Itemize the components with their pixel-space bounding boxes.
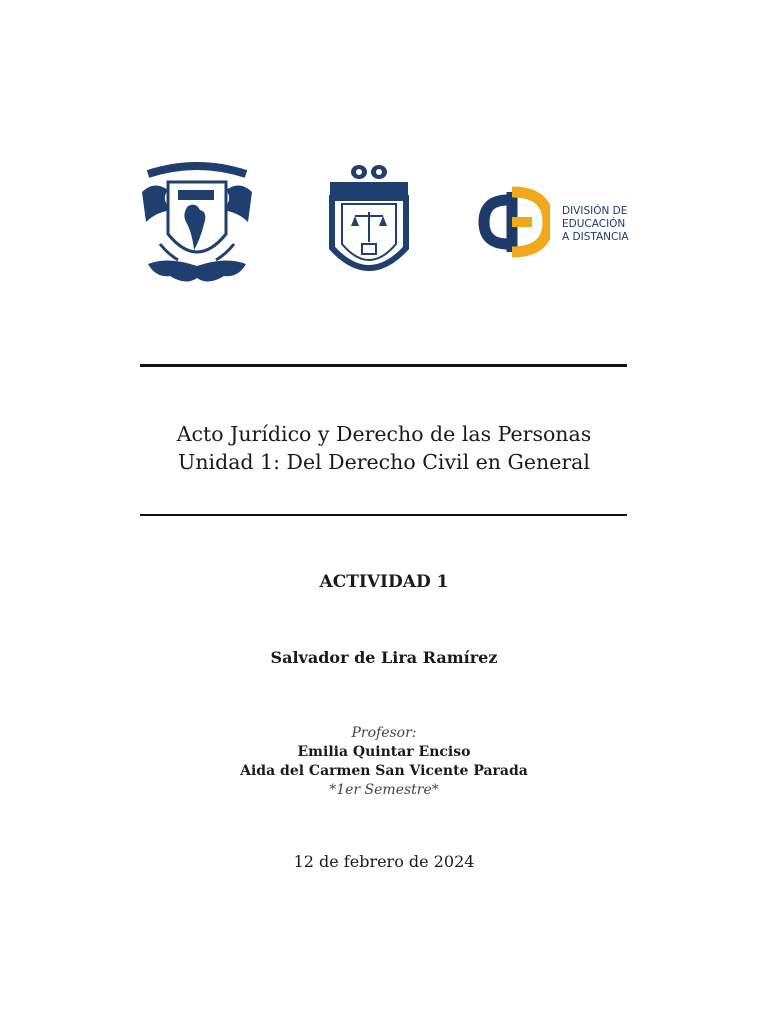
ded-logo xyxy=(478,186,630,266)
ded-line2: EDUCACIÓN xyxy=(562,218,626,230)
document-title xyxy=(0,420,768,476)
logo-row xyxy=(138,160,630,295)
professor-name-1: Emilia Quintar Enciso xyxy=(297,744,471,760)
professor-block xyxy=(0,724,768,800)
professor-name-2: Aida del Carmen San Vicente Parada xyxy=(240,763,528,779)
bottom-rule-divider xyxy=(140,514,627,516)
professor-label: Profesor: xyxy=(351,725,417,741)
ded-line3: A DISTANCIA xyxy=(562,231,629,243)
activity-heading: ACTIVIDAD 1 xyxy=(319,572,449,592)
ded-line1: DIVISIÓN DE xyxy=(562,205,628,217)
title-line-2: Unidad 1: Del Derecho Civil en General xyxy=(178,450,590,474)
author-name: Salvador de Lira Ramírez xyxy=(270,648,498,667)
facultad-derecho-escudo-logo xyxy=(328,164,410,290)
unam-escudo-logo xyxy=(138,160,256,292)
document-date: 12 de febrero de 2024 xyxy=(293,852,475,871)
ded-mark-icon xyxy=(478,186,550,258)
title-line-1: Acto Jurídico y Derecho de las Personas xyxy=(176,422,592,446)
semester-label: *1er Semestre* xyxy=(329,782,439,798)
top-rule-divider xyxy=(140,364,627,367)
ded-logo-text xyxy=(562,205,629,244)
